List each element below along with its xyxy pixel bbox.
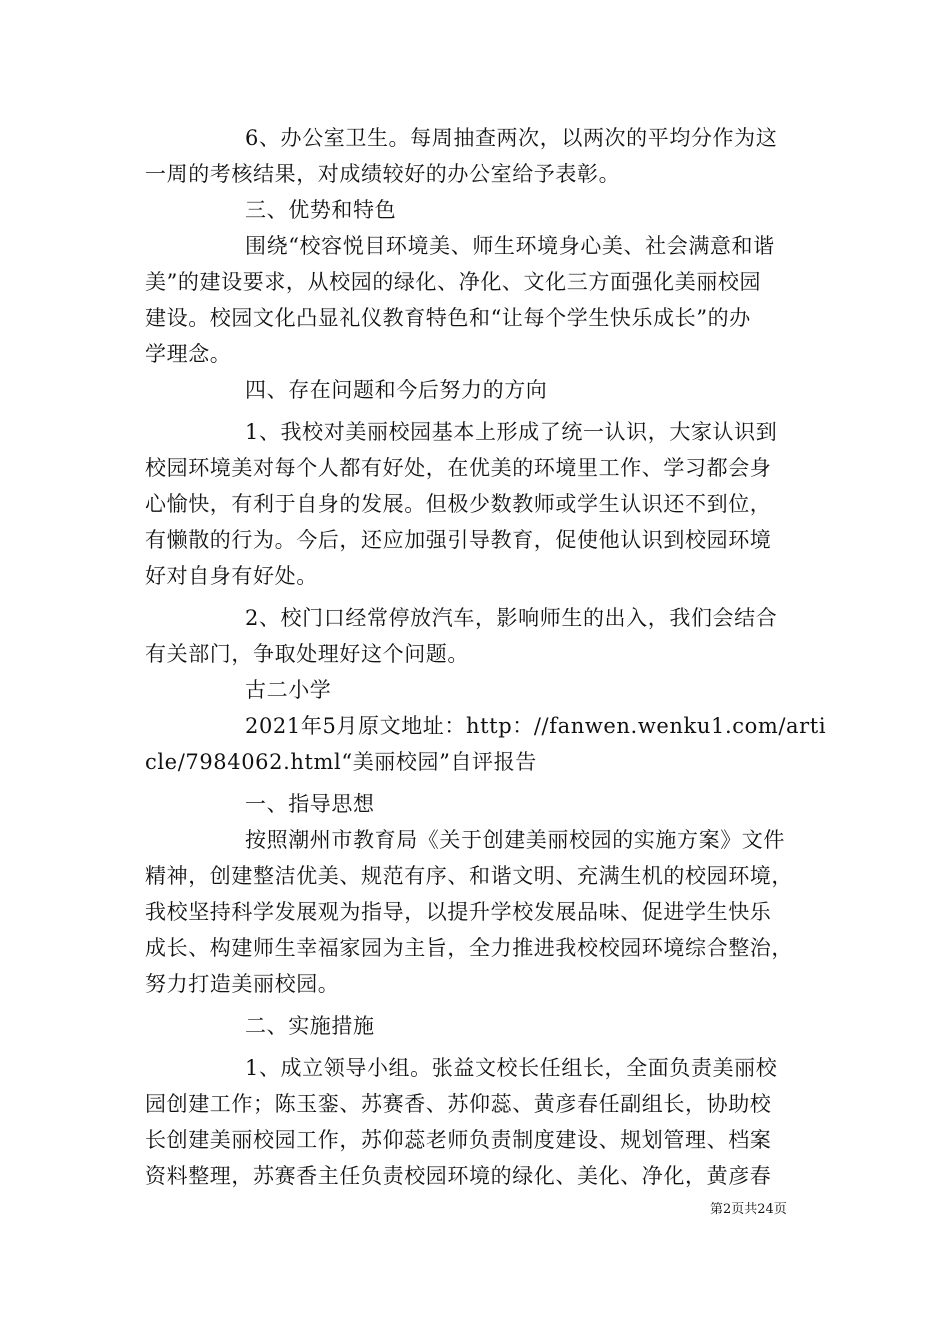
paragraph-line: 好对自身有好处。: [145, 564, 318, 588]
paragraph-line: 我校坚持科学发展观为指导，以提升学校发展品味、促进学生快乐: [145, 900, 772, 924]
paragraph-line: 精神，创建整洁优美、规范有序、和谐文明、充满生机的校园环境，: [145, 864, 793, 888]
paragraph-line: 学理念。: [145, 342, 232, 366]
paragraph-line: 2、校门口经常停放汽车，影响师生的出入，我们会结合: [245, 606, 778, 630]
paragraph-line: 6、办公室卫生。每周抽查两次，以两次的平均分作为这: [245, 126, 778, 150]
paragraph-line: 资料整理，苏赛香主任负责校园环境的绿化、美化、净化，黄彦春: [145, 1164, 772, 1188]
signature-line: 古二小学: [245, 678, 332, 702]
paragraph-line: 有关部门，争取处理好这个问题。: [145, 642, 469, 666]
section-heading: 四、存在问题和今后努力的方向: [245, 378, 548, 402]
paragraph-line: 按照潮州市教育局《关于创建美丽校园的实施方案》文件: [245, 828, 785, 852]
paragraph-line: 有懒散的行为。今后，还应加强引导教育，促使他认识到校园环境: [145, 528, 772, 552]
paragraph-line: 1、我校对美丽校园基本上形成了统一认识，大家认识到: [245, 420, 778, 444]
section-heading: 二、实施措施: [245, 1014, 375, 1038]
paragraph-line: 成长、构建师生幸福家园为主旨，全力推进我校校园环境综合整治，: [145, 936, 793, 960]
paragraph-line: 长创建美丽校园工作，苏仰蕊老师负责制度建设、规划管理、档案: [145, 1128, 772, 1152]
page-number: 第2页共24页: [710, 1202, 787, 1217]
paragraph-line: 努力打造美丽校园。: [145, 972, 340, 996]
paragraph-line: 2021年5月原文地址：http：//fanwen.wenku1.com/arti: [245, 714, 827, 738]
paragraph-line: 1、成立领导小组。张益文校长任组长，全面负责美丽校: [245, 1056, 778, 1080]
paragraph-line: 美”的建设要求，从校园的绿化、净化、文化三方面强化美丽校园: [145, 270, 762, 294]
paragraph-line: 园创建工作；陈玉銮、苏赛香、苏仰蕊、黄彦春任副组长，协助校: [145, 1092, 772, 1116]
paragraph-line: 建设。校园文化凸显礼仪教育特色和“让每个学生快乐成长”的办: [145, 306, 751, 330]
paragraph-line: cle/7984062.html“美丽校园”自评报告: [145, 750, 537, 774]
section-heading: 一、指导思想: [245, 792, 375, 816]
paragraph-line: 心愉快，有利于自身的发展。但极少数教师或学生认识还不到位，: [145, 492, 772, 516]
paragraph-line: 一周的考核结果，对成绩较好的办公室给予表彰。: [145, 162, 621, 186]
paragraph-line: 校园环境美对每个人都有好处，在优美的环境里工作、学习都会身: [145, 456, 772, 480]
paragraph-line: 围绕“校容悦目环境美、师生环境身心美、社会满意和谐: [245, 234, 775, 258]
section-heading: 三、优势和特色: [245, 198, 397, 222]
